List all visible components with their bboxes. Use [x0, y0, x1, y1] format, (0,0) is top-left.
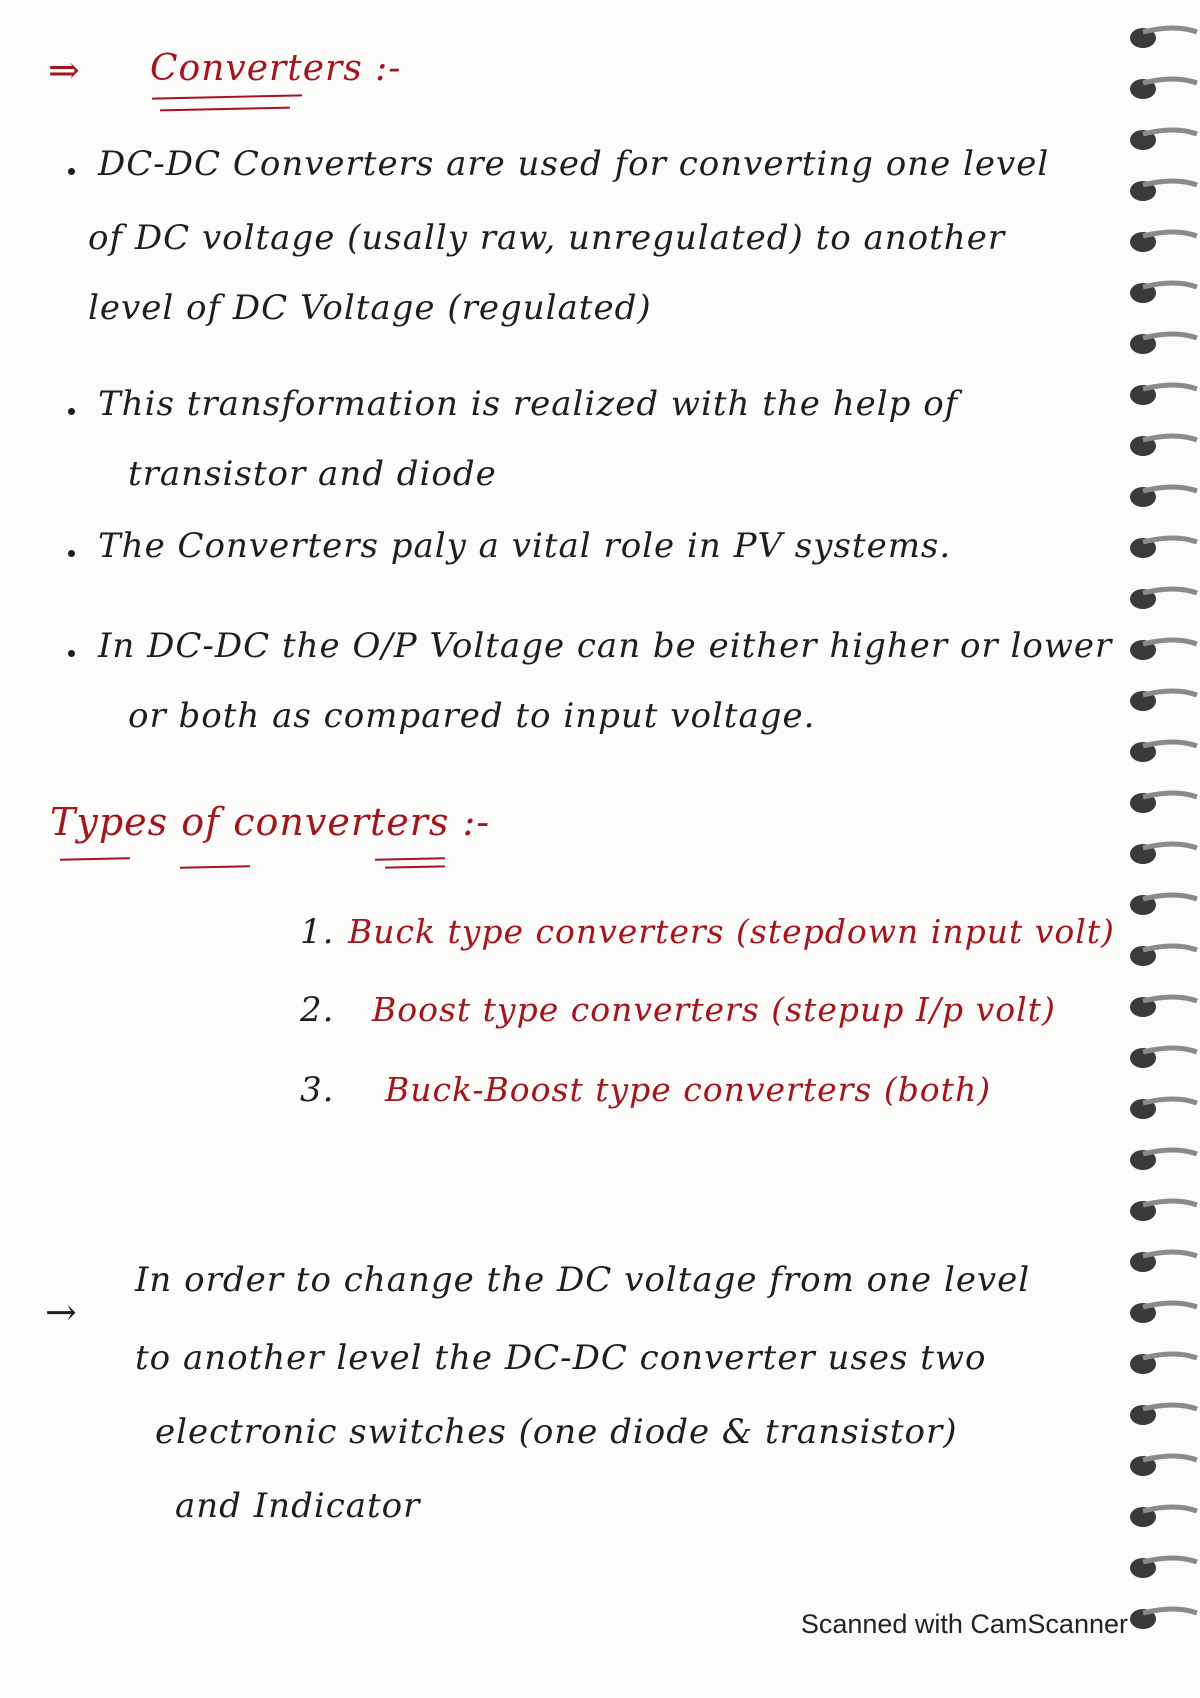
type-2-number: 2.	[300, 990, 335, 1030]
note-line-3: electronic switches (one diode & transistor)	[155, 1412, 958, 1452]
type-1-text: Buck type converters (stepdown input volt)	[348, 912, 1115, 951]
bullet-1-line-1: DC-DC Converters are used for converting one level	[98, 144, 1050, 184]
heading-underline	[160, 107, 290, 112]
spiral-ring	[1130, 385, 1197, 405]
spiral-ring	[1130, 1201, 1197, 1221]
type-3-number: 3.	[300, 1070, 335, 1110]
bullet-2-line-2: transistor and diode	[128, 454, 497, 494]
bullet-1-line-3: level of DC Voltage (regulated)	[88, 288, 652, 328]
spiral-ring	[1130, 334, 1197, 354]
spiral-ring	[1130, 895, 1197, 915]
types-underline	[60, 857, 130, 860]
spiral-ring	[1130, 589, 1197, 609]
spiral-ring	[1130, 1609, 1197, 1629]
note-arrow: →	[45, 1290, 77, 1334]
spiral-ring	[1130, 793, 1197, 813]
note-line-1: In order to change the DC voltage from one level	[135, 1260, 1031, 1300]
spiral-ring	[1130, 283, 1197, 303]
types-underline	[375, 857, 445, 860]
note-line-2: to another level the DC-DC converter uses two	[135, 1338, 987, 1378]
types-underline	[180, 865, 250, 868]
spiral-binding	[1105, 0, 1200, 1698]
spiral-ring	[1130, 28, 1197, 48]
types-underline	[385, 865, 445, 868]
bullet-4-line-2: or both as compared to input voltage.	[128, 696, 816, 736]
spiral-ring	[1130, 1354, 1197, 1374]
spiral-ring	[1130, 1507, 1197, 1527]
spiral-ring	[1130, 640, 1197, 660]
bullet-dot	[68, 650, 75, 657]
spiral-ring	[1130, 436, 1197, 456]
spiral-ring	[1130, 691, 1197, 711]
spiral-ring	[1130, 487, 1197, 507]
bullet-dot	[68, 408, 75, 415]
heading-title: Converters :-	[150, 48, 402, 89]
bullet-4-line-1: In DC-DC the O/P Voltage can be either higher or lower	[98, 626, 1113, 666]
scanner-watermark: Scanned with CamScanner	[800, 1609, 1128, 1639]
spiral-ring	[1130, 1558, 1197, 1578]
type-2-text: Boost type converters (stepup I/p volt)	[372, 990, 1056, 1029]
spiral-ring	[1130, 1048, 1197, 1068]
spiral-ring	[1130, 79, 1197, 99]
heading-arrow: ⇒	[48, 48, 80, 92]
bullet-dot	[68, 550, 75, 557]
spiral-ring	[1130, 742, 1197, 762]
spiral-ring	[1130, 1150, 1197, 1170]
spiral-ring	[1130, 844, 1197, 864]
spiral-ring	[1130, 1252, 1197, 1272]
heading-underline	[152, 94, 302, 99]
spiral-ring	[1130, 946, 1197, 966]
spiral-ring	[1130, 1405, 1197, 1425]
bullet-2-line-1: This transformation is realized with the help of	[98, 384, 959, 424]
spiral-ring	[1130, 1456, 1197, 1476]
spiral-ring	[1130, 181, 1197, 201]
type-3-text: Buck-Boost type converters (both)	[385, 1070, 992, 1109]
bullet-1-line-2: of DC voltage (usally raw, unregulated) to another	[88, 218, 1006, 258]
spiral-ring	[1130, 130, 1197, 150]
spiral-ring	[1130, 997, 1197, 1017]
bullet-dot	[68, 168, 75, 175]
types-title: Types of converters :-	[50, 800, 491, 844]
bullet-3-line-1: The Converters paly a vital role in PV systems.	[98, 526, 952, 566]
spiral-ring	[1130, 538, 1197, 558]
spiral-ring	[1130, 232, 1197, 252]
spiral-ring	[1130, 1303, 1197, 1323]
type-1-number: 1.	[300, 912, 335, 952]
note-line-4: and Indicator	[175, 1486, 421, 1526]
spiral-ring	[1130, 1099, 1197, 1119]
